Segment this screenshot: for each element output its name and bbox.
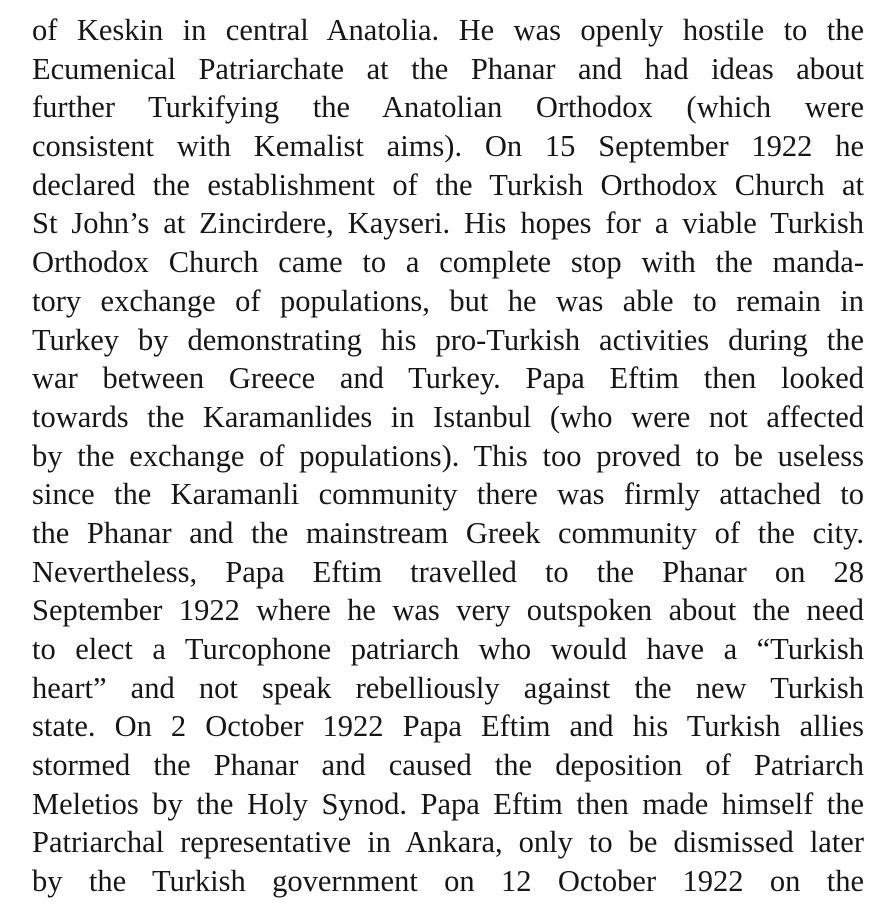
- text-line: consistent with Kemalist aims). On 15 September 1922 he: [32, 129, 864, 164]
- text-line: towards the Karamanlides in Istanbul (who were not affected: [32, 399, 864, 434]
- text-line: by the Turkish government on 12 October 1922 on the: [32, 864, 864, 899]
- text-line: by the exchange of populations). This too proved to be useless: [32, 438, 864, 473]
- page-cutoff-edge: [0, 900, 894, 910]
- text-line: stormed the Phanar and caused the deposition of Patriarch: [32, 748, 864, 783]
- text-line: the Phanar and the mainstream Greek community of the city.: [32, 515, 864, 550]
- text-line: since the Karamanli community there was firmly attached to: [32, 477, 864, 512]
- text-line: September 1922 where he was very outspoken about the need: [32, 593, 864, 628]
- text-line: war between Greece and Turkey. Papa Eftim then looked: [32, 361, 864, 396]
- text-line: Ecumenical Patriarchate at the Phanar and had ideas about: [32, 51, 864, 86]
- text-line: heart” and not speak rebelliously against the new Turkish: [32, 670, 864, 705]
- text-line: Nevertheless, Papa Eftim travelled to the Phanar on 28: [32, 554, 864, 589]
- text-line: to elect a Turcophone patriarch who would have a “Turkish: [32, 632, 864, 666]
- text-line: further Turkifying the Anatolian Orthodox (which were: [32, 90, 864, 125]
- text-line: St John’s at Zincirdere, Kayseri. His hopes for a viable Turkish: [32, 206, 864, 241]
- text-line: tory exchange of populations, but he was able to remain in: [32, 283, 864, 318]
- text-line: of Keskin in central Anatolia. He was openly hostile to the: [32, 13, 864, 47]
- text-line: state. On 2 October 1922 Papa Eftim and his Turkish allies: [32, 709, 864, 744]
- text-line: Orthodox Church came to a complete stop with the manda-: [32, 245, 864, 280]
- text-line: Patriarchal representative in Ankara, only to be dismissed later: [32, 825, 864, 860]
- text-line: Meletios by the Holy Synod. Papa Eftim then made himself the: [32, 786, 864, 821]
- document-page: [32, 11, 864, 901]
- text-line: declared the establishment of the Turkish Orthodox Church at: [32, 167, 864, 202]
- text-line: Turkey by demonstrating his pro-Turkish activities during the: [32, 322, 864, 357]
